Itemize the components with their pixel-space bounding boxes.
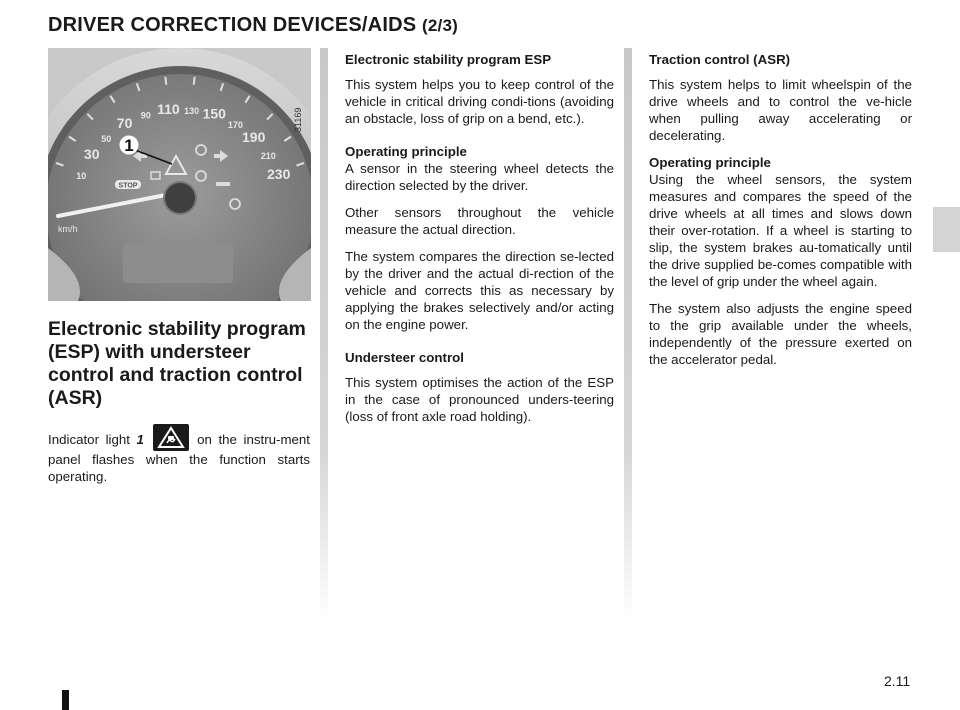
figure-code: 31169 bbox=[293, 107, 303, 132]
right-column bbox=[649, 51, 912, 378]
page-number: 2.11 bbox=[884, 673, 911, 689]
chapter-tab bbox=[933, 207, 960, 252]
figure-code-wrap bbox=[293, 92, 305, 132]
callout-number: 1 bbox=[124, 136, 134, 155]
asr-intro-paragraph: This system helps to limit wheelspin of the drive wheels and to control the ve-hicle when pulling away accelerating or decelerating. bbox=[649, 77, 912, 143]
speed-tick-mark bbox=[194, 77, 195, 85]
speed-tick-label: 50 bbox=[101, 133, 112, 144]
esp-heading: Electronic stability program ESP bbox=[345, 52, 552, 67]
speedometer-illustration bbox=[48, 48, 311, 301]
indicator-text-after: on the instru-ment panel flashes when the function starts operating. bbox=[48, 432, 311, 484]
speed-tick-label: 10 bbox=[76, 170, 87, 181]
speed-tick-label: 170 bbox=[227, 120, 243, 131]
speed-tick-label: 150 bbox=[202, 105, 226, 122]
speed-tick-label: 130 bbox=[184, 105, 200, 116]
page-title-part: (2/3) bbox=[422, 16, 458, 35]
needle-hub bbox=[164, 182, 196, 214]
indicator-paragraph bbox=[48, 424, 310, 485]
indicator-number: 1 bbox=[136, 432, 144, 447]
understeer-heading: Understeer control bbox=[345, 350, 464, 365]
left-column bbox=[48, 318, 310, 495]
page-title bbox=[48, 14, 458, 37]
sensor-paragraph: A sensor in the steering wheel detects the direction selected by the driver. bbox=[345, 161, 614, 193]
column-divider-1 bbox=[320, 48, 328, 623]
corner-mark bbox=[62, 690, 69, 710]
fuel-warning-icon bbox=[216, 182, 230, 186]
instrument-panel-figure bbox=[48, 48, 311, 301]
section-heading: Electronic stability program (ESP) with understeer control and traction control (ASR) bbox=[48, 318, 306, 409]
esp-intro-paragraph: This system helps you to keep control of the vehicle in critical driving condi-tions (avoiding an obstacle, loss of grip on a bend, etc.). bbox=[345, 77, 614, 126]
middle-column bbox=[345, 51, 614, 435]
speed-tick-label: 90 bbox=[140, 110, 151, 121]
other-sensors-paragraph: Other sensors throughout the vehicle measure the actual direction. bbox=[345, 205, 614, 237]
speed-unit-label: km/h bbox=[58, 224, 78, 234]
operating-principle-heading: Operating principle bbox=[345, 144, 467, 159]
speed-tick-label: 110 bbox=[157, 100, 180, 117]
page-title-main: DRIVER CORRECTION DEVICES/AIDS bbox=[48, 14, 417, 36]
esp-indicator-icon bbox=[153, 424, 189, 451]
speed-tick-label: 70 bbox=[116, 115, 133, 132]
compare-paragraph: The system compares the direction se-lected by the driver and the actual di-rection of the vehicle and corrects this as necessary by applying the brakes selectively and/or acting on the engine power. bbox=[345, 249, 614, 332]
indicator-text-before: Indicator light bbox=[48, 432, 137, 447]
speed-tick-label: 210 bbox=[260, 151, 276, 162]
stop-warning-label: STOP bbox=[118, 182, 138, 190]
speed-tick-mark bbox=[165, 77, 166, 85]
speed-tick-label: 190 bbox=[242, 128, 266, 145]
speed-tick-label: 30 bbox=[83, 146, 100, 163]
asr-heading: Traction control (ASR) bbox=[649, 52, 791, 67]
understeer-paragraph: This system optimises the action of the ESP in the case of pronounced unders-teering (loss of front axle road holding). bbox=[345, 375, 614, 424]
wheel-sensors-paragraph: Using the wheel sensors, the system measures and compares the speed of the drive wheels at all times and slows down their over-rotation. If a wheel is starting to slip, the system brakes au-tomatically until the drive supplied be-comes compatible with the level of grip under the wheel again. bbox=[649, 172, 912, 289]
asr-operating-principle-heading: Operating principle bbox=[649, 155, 771, 170]
column-divider-2 bbox=[624, 48, 632, 623]
engine-speed-paragraph: The system also adjusts the engine speed to the grip available under the wheels, independently of the pressure exerted on the accelerator pedal. bbox=[649, 301, 912, 367]
speed-tick-label: 230 bbox=[267, 165, 291, 182]
